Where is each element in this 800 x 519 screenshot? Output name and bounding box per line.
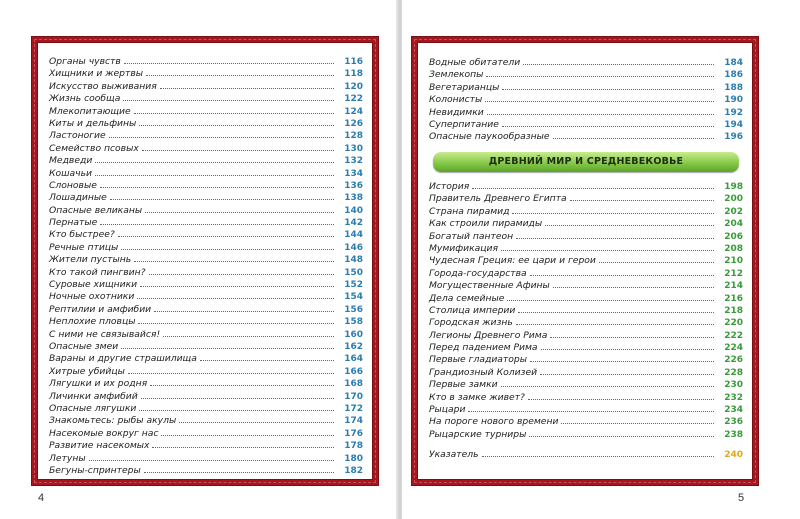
toc-entry-page: 184 bbox=[724, 58, 743, 68]
toc-entry-title: Лошадиные bbox=[49, 192, 107, 204]
toc-entry-title: Искусство выживания bbox=[49, 80, 157, 92]
toc-entry[interactable] bbox=[49, 377, 363, 389]
dot-leader bbox=[137, 290, 334, 299]
dot-leader bbox=[123, 92, 334, 101]
toc-entry-page: 182 bbox=[344, 465, 363, 476]
toc-entry[interactable] bbox=[49, 142, 363, 154]
toc-entry[interactable] bbox=[429, 428, 743, 440]
toc-entry-page: 180 bbox=[344, 453, 363, 464]
toc-entry-page: 160 bbox=[344, 329, 363, 340]
toc-entry[interactable] bbox=[49, 390, 363, 402]
toc-entry-title: Опасные лягушки bbox=[49, 402, 137, 414]
dot-leader bbox=[530, 267, 714, 276]
toc-entry[interactable] bbox=[49, 303, 363, 315]
toc-entry-page: 156 bbox=[344, 304, 363, 315]
toc-entry-title: Хитрые убийцы bbox=[49, 365, 125, 377]
dot-leader bbox=[100, 216, 334, 225]
dot-leader bbox=[540, 366, 714, 375]
toc-entry-page: 222 bbox=[724, 330, 743, 341]
toc-entry[interactable] bbox=[49, 328, 363, 340]
toc-entry-page: 232 bbox=[724, 392, 743, 403]
toc-entry-page: 154 bbox=[344, 292, 363, 303]
toc-entry[interactable] bbox=[49, 204, 363, 216]
toc-entry-page: 126 bbox=[344, 118, 363, 129]
toc-entry-page: 194 bbox=[724, 119, 743, 130]
toc-entry-title: Вегетарианцы bbox=[429, 81, 500, 93]
toc-entry-page: 118 bbox=[344, 69, 363, 80]
dot-leader bbox=[482, 448, 714, 457]
toc-entry[interactable] bbox=[49, 105, 363, 117]
dot-leader bbox=[528, 391, 714, 400]
right-page-frame bbox=[412, 37, 758, 485]
toc-entry[interactable] bbox=[49, 154, 363, 166]
dot-leader bbox=[485, 93, 714, 102]
toc-entry[interactable] bbox=[429, 242, 743, 254]
left-page bbox=[0, 0, 398, 519]
dot-leader bbox=[501, 242, 714, 251]
toc-entry-title: Дела семейные bbox=[429, 292, 505, 304]
toc-entry[interactable] bbox=[49, 67, 363, 79]
toc-entry-page: 190 bbox=[724, 95, 743, 106]
toc-entry-title: Рыцарские турниры bbox=[429, 428, 527, 440]
dot-leader bbox=[541, 341, 714, 350]
toc-entry[interactable] bbox=[49, 167, 363, 179]
toc-entry-title: Вараны и другие страшилища bbox=[49, 353, 197, 365]
toc-entry[interactable] bbox=[49, 228, 363, 240]
dot-leader bbox=[501, 378, 714, 387]
toc-entry-page: 240 bbox=[724, 450, 743, 460]
toc-entry[interactable] bbox=[49, 464, 363, 476]
toc-entry-title: Опасные змеи bbox=[49, 340, 119, 352]
toc-entry-title: Неплохие пловцы bbox=[49, 316, 136, 328]
toc-entry-title: Первые замки bbox=[429, 379, 498, 391]
toc-entry-title: Колонисты bbox=[429, 94, 483, 106]
dot-leader bbox=[516, 316, 714, 325]
toc-entry-title: Личинки амфибий bbox=[49, 390, 138, 402]
dot-leader bbox=[89, 452, 334, 461]
dot-leader bbox=[141, 390, 334, 399]
toc-entry-title: Города-государства bbox=[429, 267, 527, 279]
toc-entry-page: 176 bbox=[344, 428, 363, 439]
toc-entry-title: Семейство псовых bbox=[49, 142, 139, 154]
toc-entry-title: Жители пустынь bbox=[49, 254, 132, 266]
toc-entry[interactable] bbox=[429, 56, 743, 68]
dot-leader bbox=[149, 266, 334, 275]
toc-entry[interactable] bbox=[429, 254, 743, 266]
toc-entry[interactable] bbox=[429, 267, 743, 279]
dot-leader bbox=[146, 67, 334, 76]
toc-entry-page: 226 bbox=[724, 355, 743, 366]
toc-entry-page: 178 bbox=[344, 441, 363, 452]
toc-entry[interactable] bbox=[429, 329, 743, 341]
toc-entry-title: Суперпитание bbox=[429, 118, 499, 130]
toc-entry[interactable] bbox=[429, 130, 743, 142]
toc-entry-title: Пернатые bbox=[49, 217, 98, 229]
toc-entry-title: Жизнь сообща bbox=[49, 93, 121, 105]
dot-leader bbox=[518, 304, 714, 313]
toc-entry-title: Богатый пантеон bbox=[429, 230, 514, 242]
dot-leader bbox=[468, 403, 714, 412]
toc-entry-page: 158 bbox=[344, 317, 363, 328]
toc-entry[interactable] bbox=[429, 415, 743, 427]
dot-leader bbox=[118, 228, 334, 237]
toc-entry[interactable] bbox=[49, 402, 363, 414]
toc-entry-page: 132 bbox=[344, 156, 363, 167]
toc-entry-title: Слоновые bbox=[49, 179, 97, 191]
toc-entry-page: 138 bbox=[344, 193, 363, 204]
toc-entry-title: Рыцари bbox=[429, 404, 466, 416]
toc-entry[interactable] bbox=[429, 81, 743, 93]
toc-entry[interactable] bbox=[429, 304, 743, 316]
toc-entry-title: Первые гладиаторы bbox=[429, 354, 527, 366]
dot-leader bbox=[110, 191, 334, 200]
toc-entry-page: 142 bbox=[344, 218, 363, 229]
toc-entry-page: 196 bbox=[724, 132, 743, 143]
toc-entry[interactable] bbox=[429, 106, 743, 118]
toc-entry-page: 162 bbox=[344, 341, 363, 352]
toc-entry-title: Указатель bbox=[429, 449, 479, 460]
toc-entry-title: Развитие насекомых bbox=[49, 440, 150, 452]
dot-leader bbox=[200, 352, 334, 361]
dot-leader bbox=[599, 254, 714, 263]
toc-entry-title: Чудесная Греция: ее цари и герои bbox=[429, 255, 596, 267]
toc-entry-page: 234 bbox=[724, 405, 743, 416]
toc-entry[interactable] bbox=[49, 92, 363, 104]
right-toc-section-list bbox=[429, 180, 743, 440]
toc-entry-title: Водные обитатели bbox=[429, 57, 521, 68]
dot-leader bbox=[545, 217, 714, 226]
toc-entry[interactable] bbox=[49, 129, 363, 141]
toc-entry-page: 210 bbox=[724, 256, 743, 267]
dot-leader bbox=[139, 402, 334, 411]
toc-entry[interactable] bbox=[49, 427, 363, 439]
toc-entry-page: 228 bbox=[724, 367, 743, 378]
toc-entry-page: 230 bbox=[724, 380, 743, 391]
toc-entry-index[interactable] bbox=[429, 448, 743, 460]
toc-entry[interactable] bbox=[49, 80, 363, 92]
toc-entry[interactable] bbox=[429, 316, 743, 328]
toc-entry[interactable] bbox=[429, 230, 743, 242]
toc-entry[interactable] bbox=[429, 292, 743, 304]
toc-entry-title: Землекопы bbox=[429, 69, 484, 81]
dot-leader bbox=[553, 279, 714, 288]
dot-leader bbox=[502, 118, 714, 127]
toc-entry-title: Столица империи bbox=[429, 304, 516, 316]
toc-entry[interactable] bbox=[429, 391, 743, 403]
dot-leader bbox=[95, 154, 334, 163]
dot-leader bbox=[121, 340, 334, 349]
toc-entry-page: 172 bbox=[344, 403, 363, 414]
toc-entry-page: 192 bbox=[724, 107, 743, 118]
toc-entry-title: Опасные великаны bbox=[49, 204, 143, 216]
toc-entry-page: 206 bbox=[724, 231, 743, 242]
toc-entry[interactable] bbox=[49, 352, 363, 364]
toc-entry[interactable] bbox=[49, 253, 363, 265]
dot-leader bbox=[121, 241, 334, 250]
toc-entry[interactable] bbox=[429, 353, 743, 365]
right-toc-top-list bbox=[429, 56, 743, 143]
toc-entry-page: 216 bbox=[724, 293, 743, 304]
dot-leader bbox=[516, 230, 714, 239]
dot-leader bbox=[530, 353, 714, 362]
toc-entry-title: Знакомьтесь: рыбы акулы bbox=[49, 415, 177, 427]
dot-leader bbox=[529, 428, 714, 437]
toc-entry-page: 212 bbox=[724, 268, 743, 279]
dot-leader bbox=[570, 192, 714, 201]
toc-entry[interactable] bbox=[429, 403, 743, 415]
toc-entry[interactable] bbox=[49, 315, 363, 327]
dot-leader bbox=[95, 167, 334, 176]
dot-leader bbox=[109, 129, 334, 138]
toc-entry-page: 148 bbox=[344, 255, 363, 266]
toc-entry-title: Насекомые вокруг нас bbox=[49, 427, 159, 439]
toc-entry[interactable] bbox=[49, 117, 363, 129]
toc-entry-page: 188 bbox=[724, 82, 743, 93]
dot-leader bbox=[150, 377, 334, 386]
dot-leader bbox=[502, 81, 714, 90]
dot-leader bbox=[152, 439, 334, 448]
toc-entry-page: 168 bbox=[344, 379, 363, 390]
toc-entry[interactable] bbox=[49, 340, 363, 352]
toc-entry-title: Городская жизнь bbox=[429, 317, 513, 329]
dot-leader bbox=[487, 106, 714, 115]
toc-entry-page: 144 bbox=[344, 230, 363, 241]
toc-entry-page: 136 bbox=[344, 180, 363, 191]
dot-leader bbox=[139, 117, 334, 126]
toc-entry[interactable] bbox=[49, 452, 363, 464]
toc-entry-title: Грандиозный Колизей bbox=[429, 366, 538, 378]
dot-leader bbox=[486, 68, 714, 77]
toc-entry[interactable] bbox=[49, 439, 363, 451]
toc-entry[interactable] bbox=[49, 266, 363, 278]
dot-leader bbox=[142, 142, 334, 151]
toc-entry-page: 208 bbox=[724, 243, 743, 254]
toc-entry-title: Опасные паукообразные bbox=[429, 131, 550, 143]
toc-entry[interactable] bbox=[49, 278, 363, 290]
toc-entry-page: 150 bbox=[344, 267, 363, 278]
toc-entry-title: Летуны bbox=[49, 452, 86, 464]
toc-entry-page: 200 bbox=[724, 194, 743, 205]
toc-entry[interactable] bbox=[49, 365, 363, 377]
toc-entry-page: 236 bbox=[724, 417, 743, 428]
toc-entry-title: Правитель Древнего Египта bbox=[429, 193, 567, 205]
toc-entry-page: 146 bbox=[344, 242, 363, 253]
toc-entry-page: 202 bbox=[724, 206, 743, 217]
toc-entry-page: 198 bbox=[724, 182, 743, 192]
toc-entry-title: Органы чувств bbox=[49, 56, 121, 67]
dot-leader bbox=[138, 315, 334, 324]
toc-entry[interactable] bbox=[429, 68, 743, 80]
left-page-frame bbox=[32, 37, 378, 485]
toc-entry-page: 164 bbox=[344, 354, 363, 365]
toc-entry[interactable] bbox=[429, 341, 743, 353]
toc-entry-page: 122 bbox=[344, 94, 363, 105]
toc-entry-page: 124 bbox=[344, 106, 363, 117]
toc-entry[interactable] bbox=[49, 241, 363, 253]
toc-entry-title: Кошачьи bbox=[49, 167, 92, 179]
toc-entry-page: 220 bbox=[724, 318, 743, 329]
toc-entry-title: На пороге нового времени bbox=[429, 416, 559, 428]
toc-entry[interactable] bbox=[429, 205, 743, 217]
toc-entry[interactable] bbox=[49, 55, 363, 67]
toc-entry-title: Как строили пирамиды bbox=[429, 218, 543, 230]
dot-leader bbox=[472, 180, 714, 189]
toc-entry[interactable] bbox=[429, 366, 743, 378]
toc-entry-page: 134 bbox=[344, 168, 363, 179]
toc-entry[interactable] bbox=[429, 378, 743, 390]
right-toc-index-list bbox=[429, 448, 743, 460]
dot-leader bbox=[100, 179, 334, 188]
dot-leader bbox=[124, 55, 334, 64]
dot-leader bbox=[145, 204, 334, 213]
left-toc-list bbox=[49, 55, 363, 476]
dot-leader bbox=[561, 415, 714, 424]
dot-leader bbox=[134, 105, 334, 114]
toc-entry-title: Невидимки bbox=[429, 106, 484, 118]
dot-leader bbox=[550, 329, 714, 338]
right-page bbox=[402, 0, 800, 519]
toc-entry-title: Медведи bbox=[49, 155, 93, 167]
toc-entry-title: Ночные охотники bbox=[49, 291, 135, 303]
toc-entry-title: История bbox=[429, 181, 470, 192]
toc-entry-title: Страна пирамид bbox=[429, 205, 510, 217]
toc-entry[interactable] bbox=[49, 414, 363, 426]
toc-entry-page: 152 bbox=[344, 280, 363, 291]
toc-entry[interactable] bbox=[429, 93, 743, 105]
toc-entry[interactable] bbox=[49, 179, 363, 191]
dot-leader bbox=[179, 414, 334, 423]
toc-entry-title: Бегуны-спринтеры bbox=[49, 464, 141, 476]
toc-entry-title: Суровые хищники bbox=[49, 279, 138, 291]
toc-entry-title: Перед падением Рима bbox=[429, 342, 538, 354]
toc-entry-title: Хищники и жертвы bbox=[49, 68, 144, 80]
toc-entry-title: Могущественные Афины bbox=[429, 280, 550, 292]
toc-entry-page: 130 bbox=[344, 143, 363, 154]
toc-entry-title: С ними не связывайся! bbox=[49, 328, 161, 340]
toc-entry-page: 128 bbox=[344, 131, 363, 142]
toc-entry-page: 238 bbox=[724, 429, 743, 440]
toc-entry-title: Кто такой пингвин? bbox=[49, 266, 146, 278]
dot-leader bbox=[523, 56, 714, 65]
dot-leader bbox=[154, 303, 334, 312]
toc-entry-title: Речные птицы bbox=[49, 241, 119, 253]
toc-entry[interactable] bbox=[49, 290, 363, 302]
toc-entry-page: 140 bbox=[344, 205, 363, 216]
dot-leader bbox=[161, 427, 334, 436]
toc-entry-title: Кто в замке живет? bbox=[429, 391, 525, 403]
dot-leader bbox=[512, 205, 714, 214]
toc-entry-title: Кто быстрее? bbox=[49, 229, 115, 241]
toc-entry-title: Ластоногие bbox=[49, 130, 106, 142]
toc-entry-page: 174 bbox=[344, 416, 363, 427]
toc-entry-page: 170 bbox=[344, 391, 363, 402]
toc-entry[interactable] bbox=[49, 216, 363, 228]
toc-entry-title: Киты и дельфины bbox=[49, 117, 137, 129]
toc-entry-title: Рептилии и амфибии bbox=[49, 303, 152, 315]
toc-entry-title: Млекопитающие bbox=[49, 105, 131, 117]
toc-entry-page: 166 bbox=[344, 366, 363, 377]
toc-entry[interactable] bbox=[429, 192, 743, 204]
toc-entry-title: Лягушки и их родня bbox=[49, 378, 148, 390]
toc-entry[interactable] bbox=[49, 191, 363, 203]
toc-entry-page: 224 bbox=[724, 343, 743, 354]
toc-entry-page: 116 bbox=[344, 57, 363, 67]
dot-leader bbox=[134, 253, 334, 262]
toc-entry-page: 214 bbox=[724, 281, 743, 292]
toc-entry-page: 204 bbox=[724, 219, 743, 230]
toc-entry[interactable] bbox=[429, 180, 743, 192]
dot-leader bbox=[163, 328, 334, 337]
toc-entry-title: Мумификация bbox=[429, 242, 499, 254]
toc-entry-title: Легионы Древнего Рима bbox=[429, 329, 548, 341]
toc-entry[interactable] bbox=[429, 217, 743, 229]
toc-entry[interactable] bbox=[429, 118, 743, 130]
dot-leader bbox=[140, 278, 334, 287]
dot-leader bbox=[144, 464, 334, 473]
section-banner: ДРЕВНИЙ МИР И СРЕДНЕВЕКОВЬЕ bbox=[433, 152, 739, 172]
dot-leader bbox=[553, 130, 714, 139]
toc-entry-page: 120 bbox=[344, 81, 363, 92]
left-page-number: 4 bbox=[38, 492, 45, 504]
toc-entry-page: 186 bbox=[724, 70, 743, 81]
toc-entry-page: 218 bbox=[724, 305, 743, 316]
toc-entry[interactable] bbox=[429, 279, 743, 291]
dot-leader bbox=[128, 365, 334, 374]
right-page-number: 5 bbox=[738, 492, 745, 504]
dot-leader bbox=[160, 80, 334, 89]
dot-leader bbox=[507, 292, 714, 301]
